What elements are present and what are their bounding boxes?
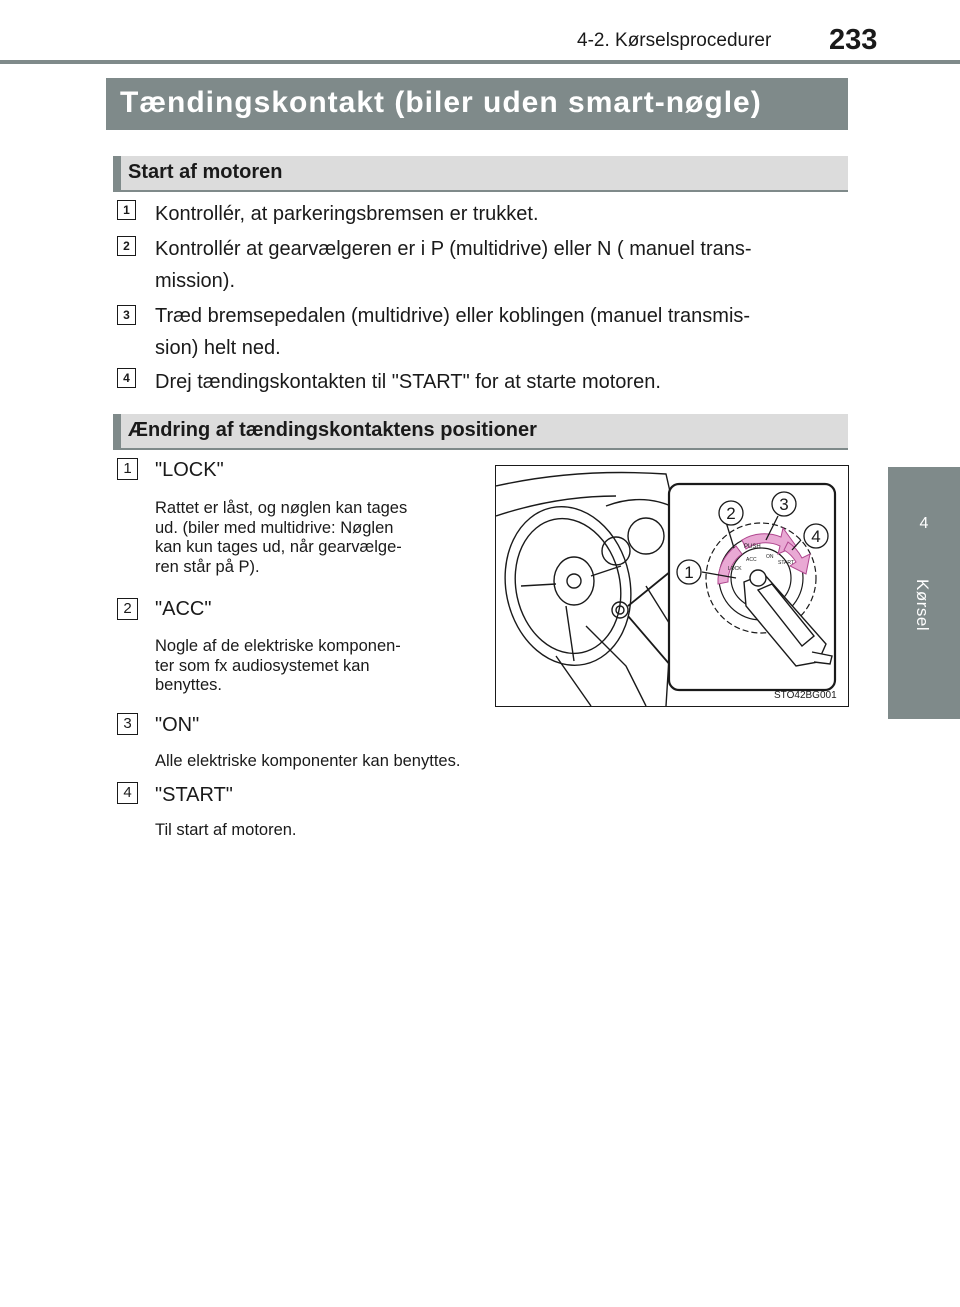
position-badge: 1 bbox=[117, 458, 138, 480]
callout-1: 1 bbox=[684, 563, 694, 582]
step-badge: 4 bbox=[117, 368, 136, 388]
key-push-label: PUSH bbox=[744, 544, 761, 550]
chapter-tab-label: Kørsel bbox=[913, 579, 932, 632]
page-title: Tændingskontakt (biler uden smart-nøgle) bbox=[120, 86, 762, 119]
step-text: Kontrollér, at parkeringsbremsen er trukket. bbox=[155, 203, 539, 225]
key-lock-label: LOCK bbox=[728, 566, 742, 572]
step-badge: 3 bbox=[117, 305, 136, 325]
header-rule bbox=[0, 60, 960, 64]
position-label: "ON" bbox=[155, 714, 200, 736]
position-badge: 4 bbox=[117, 782, 138, 804]
page-number: 233 bbox=[829, 24, 878, 56]
position-description: Nogle af de elektriske komponen- ter som fx audiosystemet kan benyttes. bbox=[155, 637, 401, 694]
step-text: Drej tændingskontakten til "START" for at starte motoren. bbox=[155, 371, 661, 393]
subheading-start-text: Start af motoren bbox=[128, 161, 283, 183]
position-label: "LOCK" bbox=[155, 459, 224, 481]
callout-2: 2 bbox=[726, 504, 736, 523]
callout-3: 3 bbox=[779, 495, 789, 514]
ignition-drawing bbox=[496, 466, 848, 706]
step-badge: 1 bbox=[117, 200, 136, 220]
chapter-tab[interactable] bbox=[888, 467, 960, 719]
step-badge: 2 bbox=[117, 236, 136, 256]
ignition-illustration bbox=[495, 465, 849, 707]
section-header: 4-2. Kørselsprocedurer bbox=[577, 30, 772, 51]
key-acc-label: ACC bbox=[746, 557, 757, 563]
step-text: Træd bremsepedalen (multidrive) eller koblingen (manuel transmis- sion) helt ned. bbox=[155, 305, 751, 359]
position-description: Til start af motoren. bbox=[155, 821, 297, 839]
key-on-label: ON bbox=[766, 554, 774, 560]
position-badge: 2 bbox=[117, 598, 138, 620]
callout-4: 4 bbox=[811, 527, 821, 546]
position-label: "START" bbox=[155, 784, 233, 806]
subheading-start bbox=[113, 156, 848, 192]
position-label: "ACC" bbox=[155, 598, 212, 620]
position-badge: 3 bbox=[117, 713, 138, 735]
subheading-positions bbox=[113, 414, 848, 450]
step-text: Kontrollér at gearvælgeren er i P (multidrive) eller N ( manuel trans- mission). bbox=[155, 238, 752, 292]
chapter-tab-number: 4 bbox=[919, 515, 929, 532]
key-start-label: START bbox=[778, 560, 794, 566]
position-description: Alle elektriske komponenter kan benyttes. bbox=[155, 752, 461, 770]
title-bar bbox=[106, 78, 848, 130]
subheading-positions-text: Ændring af tændingskontaktens positioner bbox=[128, 419, 537, 441]
position-description: Rattet er låst, og nøglen kan tages ud. (biler med multidrive: Nøglen kan kun tages ud, når gearvælge- ren står på P). bbox=[155, 499, 408, 576]
figure-code: STO42BG001 bbox=[774, 690, 837, 701]
